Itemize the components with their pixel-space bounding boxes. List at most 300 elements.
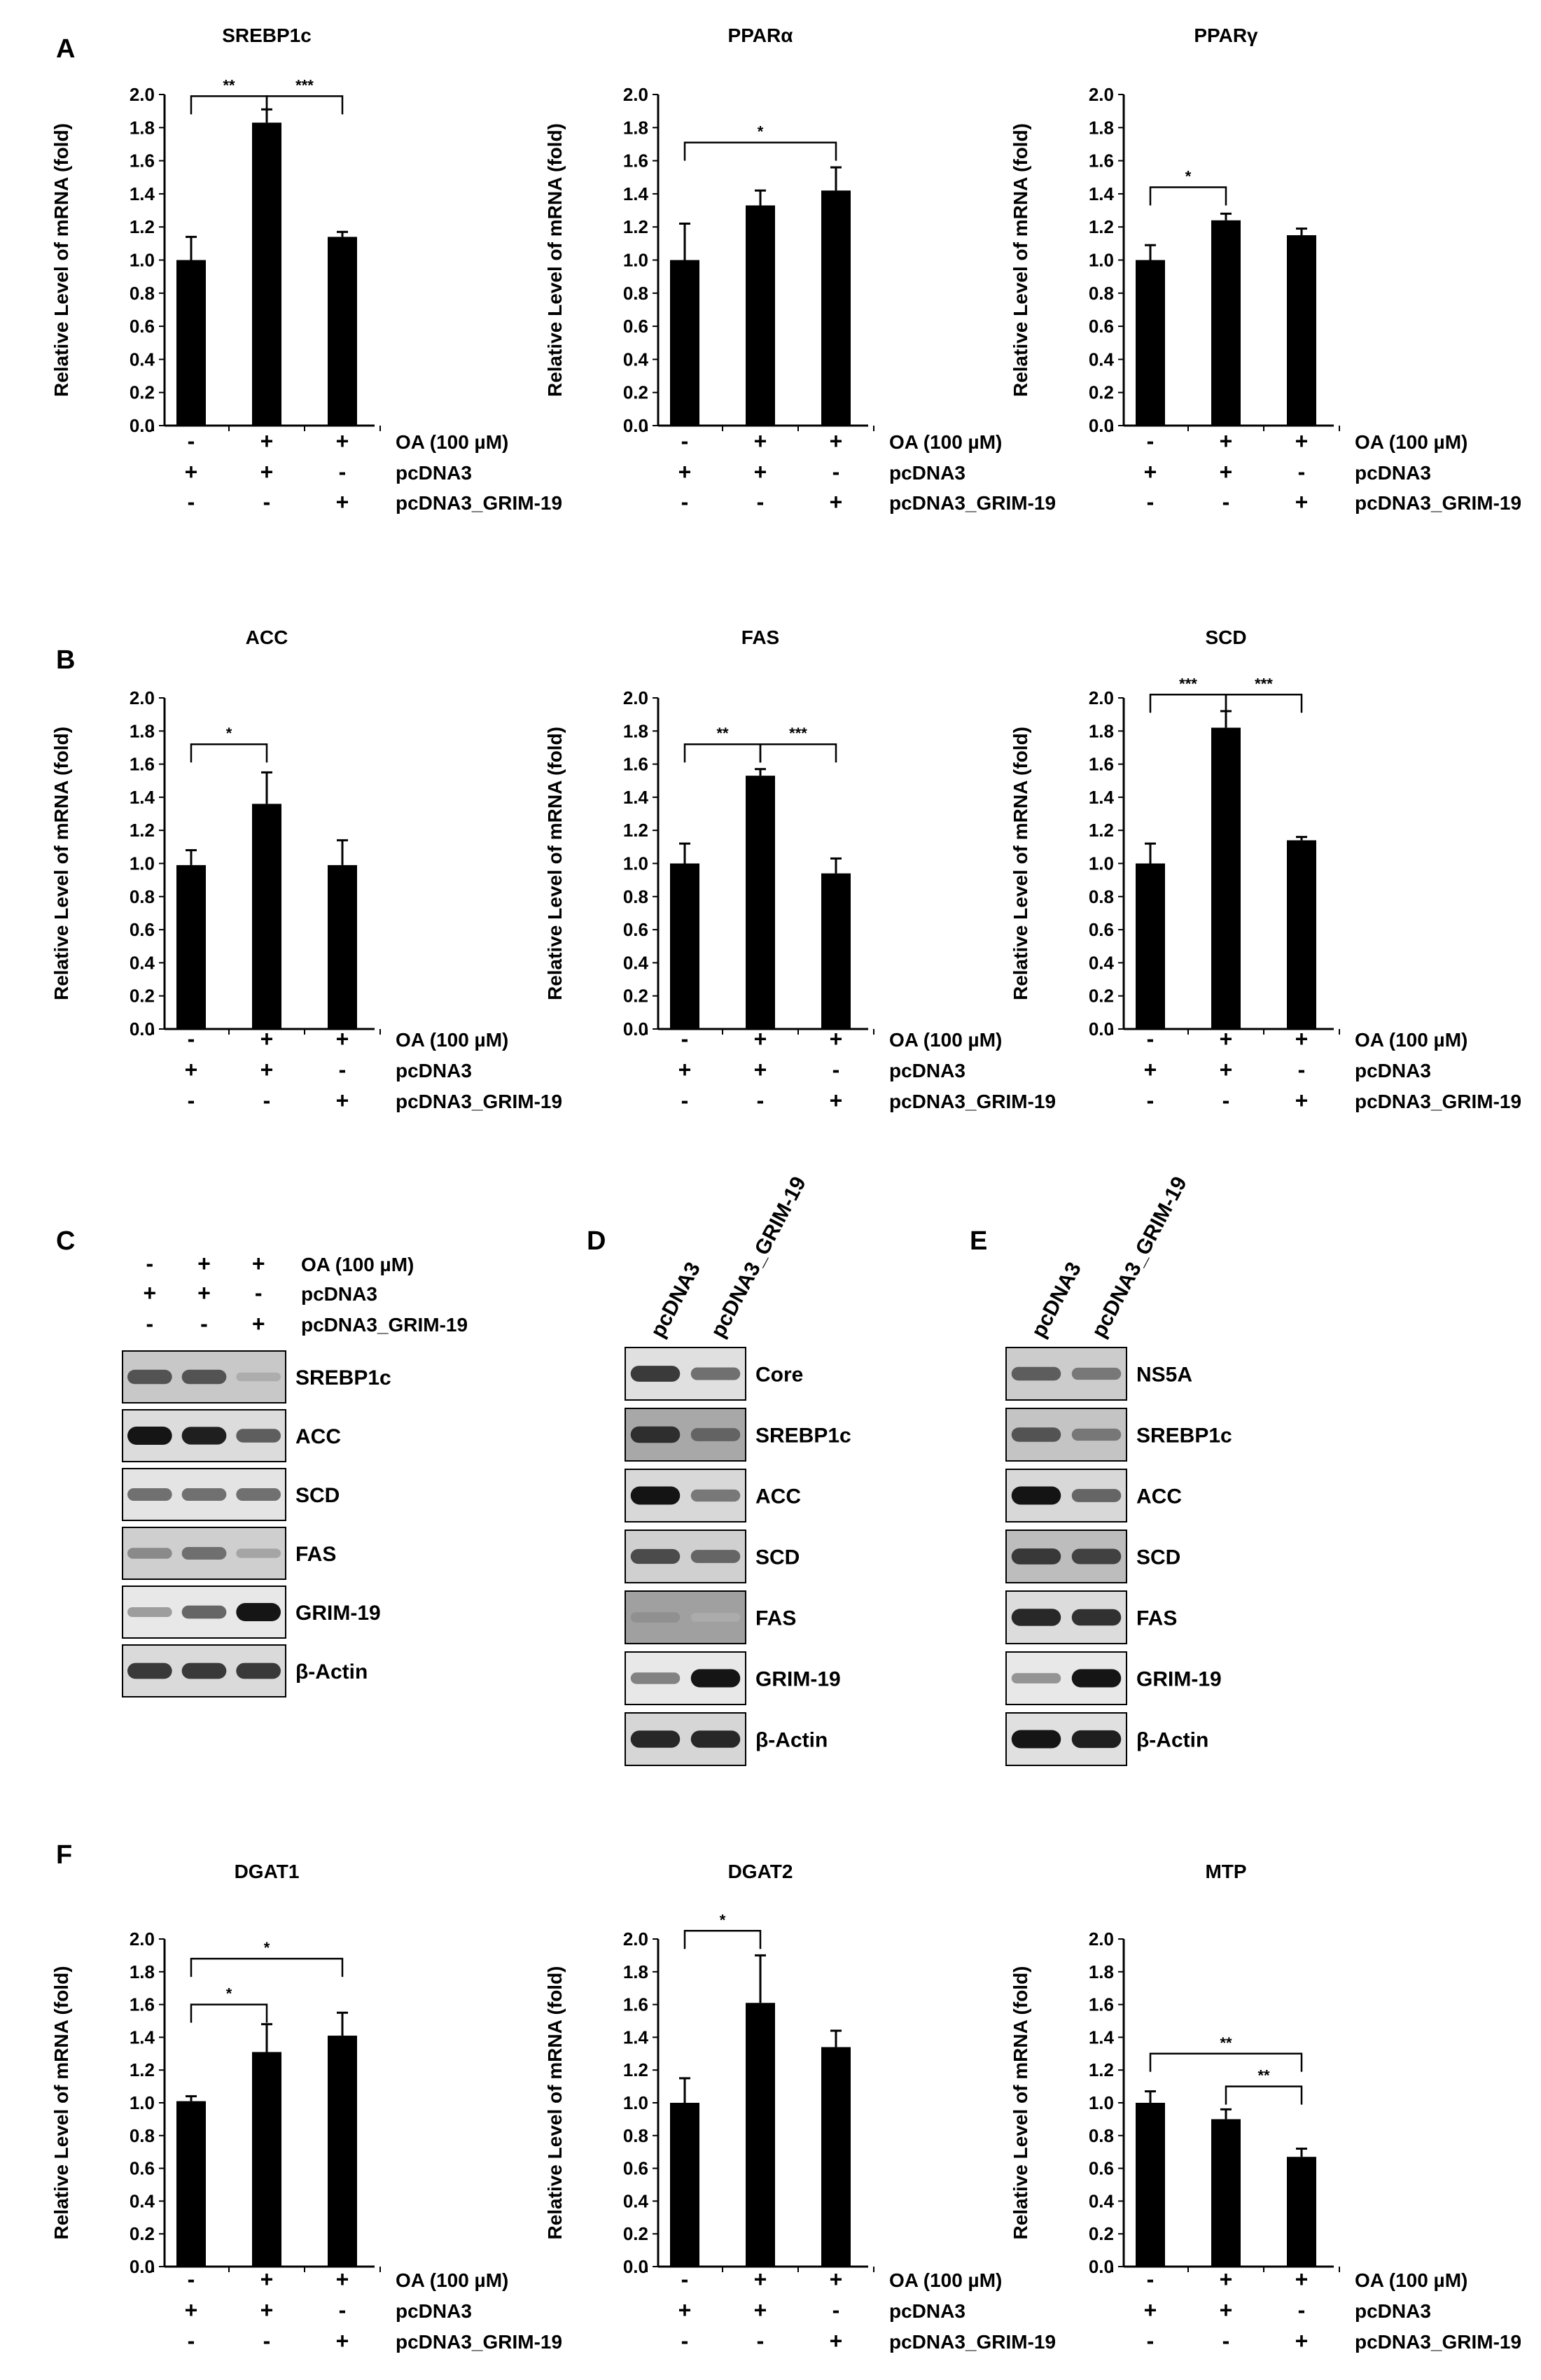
- condition-sign: +: [260, 1026, 274, 1051]
- y-axis-label: Relative Level of mRNA (fold): [50, 1966, 72, 2240]
- y-tick-label: 0.6: [622, 316, 648, 337]
- y-tick-label: 1.0: [129, 2092, 155, 2113]
- y-tick-label: 1.6: [1088, 753, 1114, 775]
- protein-band: [236, 1603, 281, 1621]
- condition-sign: +: [1295, 489, 1309, 514]
- band-label: β-Actin: [755, 1728, 828, 1752]
- protein-band: [631, 1427, 681, 1443]
- protein-band: [127, 1663, 172, 1679]
- condition-sign: -: [1297, 2297, 1306, 2323]
- condition-sign: +: [1219, 459, 1233, 484]
- condition-label: pcDNA3_GRIM-19: [889, 492, 1057, 514]
- condition-sign: +: [829, 489, 843, 514]
- y-tick-label: 0.8: [129, 886, 155, 907]
- significance-label: *: [757, 122, 764, 141]
- band-label: Core: [755, 1363, 804, 1387]
- y-tick-label: 0.0: [129, 1018, 155, 1040]
- condition-sign: -: [681, 1088, 689, 1113]
- protein-band: [631, 1612, 681, 1623]
- bar: [1211, 2119, 1241, 2267]
- band-label: SREBP1c: [295, 1366, 391, 1390]
- y-tick-label: 2.0: [1088, 687, 1114, 708]
- y-tick-label: 0.2: [129, 382, 155, 403]
- y-tick-label: 0.2: [622, 382, 648, 403]
- condition-sign: +: [1219, 2267, 1233, 2292]
- y-tick-label: 1.8: [1088, 720, 1114, 742]
- bar: [252, 2052, 281, 2267]
- y-tick-label: 0.2: [622, 985, 648, 1007]
- bar: [1211, 220, 1241, 426]
- condition-sign: +: [184, 2297, 198, 2323]
- y-tick-label: 0.4: [1088, 349, 1114, 370]
- y-tick-label: 1.4: [129, 786, 155, 808]
- condition-label: pcDNA3: [1355, 462, 1431, 484]
- y-tick-label: 0.8: [622, 282, 648, 304]
- protein-band: [1072, 1368, 1122, 1380]
- condition-sign: -: [1297, 459, 1306, 484]
- y-tick-label: 1.0: [622, 853, 648, 874]
- significance-label: ***: [1255, 675, 1273, 693]
- condition-sign: +: [753, 459, 767, 484]
- bar: [670, 864, 699, 1030]
- condition-sign: -: [254, 1280, 263, 1306]
- panel-label: F: [56, 1840, 73, 1870]
- y-tick-label: 1.4: [1088, 183, 1114, 204]
- panel-label: C: [56, 1226, 76, 1256]
- protein-band: [127, 1427, 172, 1445]
- condition-sign: +: [753, 1057, 767, 1082]
- y-tick-label: 0.2: [1088, 985, 1114, 1007]
- condition-sign: +: [260, 428, 274, 454]
- y-tick-label: 0.4: [1088, 2190, 1114, 2212]
- condition-sign: -: [1146, 1088, 1155, 1113]
- condition-sign: -: [187, 489, 195, 514]
- condition-sign: -: [832, 2297, 840, 2323]
- y-tick-label: 0.4: [622, 952, 648, 974]
- y-tick-label: 1.2: [129, 820, 155, 841]
- bar: [1136, 260, 1165, 426]
- protein-band: [236, 1429, 281, 1443]
- condition-sign: +: [335, 2267, 349, 2292]
- chart-title: DGAT1: [234, 1861, 300, 1882]
- y-tick-label: 0.4: [129, 2190, 155, 2212]
- condition-sign: +: [260, 2267, 274, 2292]
- condition-sign: +: [143, 1280, 157, 1306]
- y-axis-label: Relative Level of mRNA (fold): [544, 122, 566, 398]
- condition-sign: -: [1146, 489, 1155, 514]
- condition-sign: +: [753, 428, 767, 454]
- significance-label: **: [716, 724, 729, 743]
- protein-band: [691, 1490, 741, 1502]
- condition-sign: +: [1219, 1057, 1233, 1082]
- condition-label: pcDNA3: [396, 462, 472, 484]
- protein-band: [127, 1548, 172, 1559]
- protein-band: [127, 1488, 172, 1501]
- condition-sign: -: [681, 2328, 689, 2353]
- y-tick-label: 1.2: [129, 216, 155, 238]
- condition-label: pcDNA3_GRIM-19: [1355, 2331, 1522, 2353]
- condition-label: pcDNA3_GRIM-19: [889, 2331, 1057, 2353]
- y-tick-label: 1.4: [622, 2026, 648, 2048]
- condition-sign: +: [1143, 2297, 1157, 2323]
- bar: [821, 874, 851, 1029]
- protein-band: [1012, 1427, 1061, 1441]
- band-label: FAS: [1136, 1606, 1178, 1630]
- condition-sign: -: [1146, 428, 1155, 454]
- condition-sign: -: [187, 428, 195, 454]
- y-tick-label: 1.8: [1088, 117, 1114, 139]
- band-label: NS5A: [1136, 1363, 1193, 1387]
- condition-sign: -: [832, 459, 840, 484]
- condition-sign: -: [1222, 2328, 1230, 2353]
- y-tick-label: 1.2: [1088, 820, 1114, 841]
- significance-label: ***: [295, 76, 314, 94]
- protein-band: [691, 1368, 741, 1380]
- y-tick-label: 0.8: [622, 2124, 648, 2146]
- y-tick-label: 0.6: [622, 2157, 648, 2179]
- y-tick-label: 0.8: [129, 282, 155, 304]
- condition-label: pcDNA3_GRIM-19: [396, 1091, 563, 1112]
- y-tick-label: 0.6: [1088, 316, 1114, 337]
- y-tick-label: 1.2: [1088, 216, 1114, 238]
- condition-sign: +: [184, 459, 198, 484]
- lane-label: pcDNA3_GRIM-19: [706, 1172, 811, 1342]
- panel-label: E: [970, 1226, 988, 1256]
- condition-sign: -: [146, 1311, 154, 1336]
- y-tick-label: 0.0: [1088, 2256, 1114, 2277]
- condition-sign: +: [1295, 428, 1309, 454]
- condition-label: OA (100 µM): [889, 1029, 1003, 1051]
- protein-band: [691, 1550, 741, 1563]
- condition-label: pcDNA3: [1355, 2300, 1431, 2322]
- condition-sign: +: [1219, 1026, 1233, 1051]
- protein-band: [182, 1663, 227, 1679]
- condition-sign: -: [1146, 1026, 1155, 1051]
- bar: [176, 2101, 206, 2267]
- y-tick-label: 2.0: [129, 84, 155, 105]
- bar: [670, 260, 699, 426]
- y-tick-label: 1.8: [622, 117, 648, 139]
- condition-sign: -: [187, 1088, 195, 1113]
- protein-band: [691, 1613, 741, 1621]
- y-tick-label: 0.6: [129, 316, 155, 337]
- significance-label: ***: [1179, 675, 1197, 693]
- bar: [328, 2036, 357, 2267]
- condition-sign: -: [187, 2328, 195, 2353]
- protein-band: [631, 1549, 681, 1564]
- y-tick-label: 1.0: [129, 853, 155, 874]
- condition-label: pcDNA3_GRIM-19: [889, 1091, 1057, 1112]
- y-tick-label: 1.4: [1088, 786, 1114, 808]
- protein-band: [1072, 1609, 1122, 1626]
- bar: [746, 776, 775, 1029]
- condition-sign: -: [681, 1026, 689, 1051]
- condition-sign: -: [200, 1311, 208, 1336]
- protein-band: [1072, 1730, 1122, 1748]
- bar: [821, 190, 851, 426]
- y-tick-label: 0.4: [129, 349, 155, 370]
- y-tick-label: 1.2: [622, 216, 648, 238]
- condition-sign: +: [251, 1251, 265, 1276]
- y-tick-label: 1.0: [1088, 249, 1114, 271]
- condition-sign: -: [756, 1088, 765, 1113]
- condition-sign: -: [756, 489, 765, 514]
- condition-label: pcDNA3: [889, 1060, 965, 1082]
- condition-sign: +: [197, 1251, 211, 1276]
- condition-sign: -: [681, 2267, 689, 2292]
- condition-sign: -: [338, 2297, 347, 2323]
- condition-sign: +: [335, 489, 349, 514]
- protein-band: [182, 1547, 227, 1560]
- protein-band: [182, 1488, 227, 1501]
- y-tick-label: 0.6: [1088, 2157, 1114, 2179]
- y-tick-label: 1.2: [622, 2059, 648, 2081]
- y-tick-label: 1.6: [1088, 1994, 1114, 2015]
- condition-label: pcDNA3: [889, 2300, 965, 2322]
- significance-label: **: [1257, 2066, 1270, 2085]
- bar: [746, 205, 775, 426]
- bar: [328, 237, 357, 426]
- band-label: β-Actin: [1136, 1728, 1209, 1752]
- y-tick-label: 1.8: [1088, 1961, 1114, 1982]
- condition-label: OA (100 µM): [396, 2269, 509, 2291]
- condition-sign: -: [187, 2267, 195, 2292]
- protein-band: [182, 1427, 227, 1444]
- y-tick-label: 0.0: [622, 1018, 648, 1040]
- band-label: FAS: [755, 1606, 797, 1630]
- band-label: SCD: [295, 1484, 340, 1507]
- y-tick-label: 0.0: [1088, 1018, 1114, 1040]
- y-tick-label: 2.0: [1088, 1928, 1114, 1949]
- y-tick-label: 0.6: [129, 2157, 155, 2179]
- condition-sign: -: [263, 2328, 271, 2353]
- significance-label: *: [719, 1911, 726, 1929]
- condition-sign: +: [335, 2328, 349, 2353]
- significance-label: **: [223, 76, 235, 94]
- condition-label: OA (100 µM): [1355, 1029, 1468, 1051]
- y-tick-label: 0.4: [129, 952, 155, 974]
- condition-sign: +: [829, 428, 843, 454]
- y-tick-label: 0.2: [1088, 2223, 1114, 2245]
- y-tick-label: 1.6: [1088, 150, 1114, 172]
- band-label: GRIM-19: [295, 1602, 381, 1625]
- lane-label: pcDNA3_GRIM-19: [1087, 1172, 1192, 1342]
- y-axis-label: Relative Level of mRNA (fold): [544, 1966, 566, 2240]
- y-tick-label: 0.8: [622, 886, 648, 907]
- significance-label: **: [1220, 2033, 1232, 2052]
- condition-sign: +: [753, 2267, 767, 2292]
- condition-sign: +: [1295, 1088, 1309, 1113]
- y-tick-label: 0.8: [1088, 282, 1114, 304]
- condition-label: pcDNA3: [889, 462, 965, 484]
- protein-band: [236, 1373, 281, 1381]
- condition-sign: +: [335, 1026, 349, 1051]
- y-tick-label: 1.4: [622, 786, 648, 808]
- y-tick-label: 0.0: [622, 2256, 648, 2277]
- condition-sign: +: [184, 1057, 198, 1082]
- condition-label: OA (100 µM): [889, 2269, 1003, 2291]
- lane-label: pcDNA3: [1027, 1258, 1086, 1342]
- y-tick-label: 0.6: [129, 919, 155, 941]
- y-tick-label: 1.0: [622, 2092, 648, 2113]
- condition-sign: -: [1222, 1088, 1230, 1113]
- chart-title: SREBP1c: [222, 24, 312, 46]
- significance-label: *: [225, 1984, 232, 2003]
- protein-band: [1072, 1549, 1122, 1564]
- condition-label: pcDNA3_GRIM-19: [1355, 1091, 1522, 1112]
- y-axis-label: Relative Level of mRNA (fold): [50, 122, 72, 398]
- protein-band: [631, 1366, 681, 1382]
- significance-label: *: [225, 724, 232, 743]
- band-label: ACC: [1136, 1485, 1182, 1508]
- band-label: FAS: [295, 1543, 337, 1566]
- y-tick-label: 1.8: [622, 1961, 648, 1982]
- condition-label: pcDNA3_GRIM-19: [1355, 492, 1522, 514]
- condition-label: pcDNA3_GRIM-19: [396, 492, 563, 514]
- y-tick-label: 0.6: [1088, 919, 1114, 941]
- condition-sign: +: [753, 2297, 767, 2323]
- condition-label: OA (100 µM): [301, 1254, 414, 1275]
- y-axis-label: Relative Level of mRNA (fold): [50, 726, 72, 1001]
- condition-sign: +: [197, 1280, 211, 1306]
- y-tick-label: 1.6: [129, 753, 155, 775]
- condition-label: pcDNA3: [1355, 1060, 1431, 1082]
- band-label: SREBP1c: [1136, 1424, 1232, 1448]
- bar: [328, 865, 357, 1029]
- y-tick-label: 0.8: [1088, 886, 1114, 907]
- condition-sign: -: [187, 1026, 195, 1051]
- protein-band: [691, 1670, 741, 1688]
- protein-band: [1012, 1730, 1061, 1749]
- y-tick-label: 1.0: [1088, 2092, 1114, 2113]
- protein-band: [182, 1606, 227, 1619]
- y-tick-label: 1.2: [622, 820, 648, 841]
- band-label: β-Actin: [295, 1660, 368, 1684]
- y-tick-label: 0.0: [1088, 415, 1114, 436]
- y-tick-label: 0.8: [1088, 2124, 1114, 2146]
- y-tick-label: 1.6: [129, 150, 155, 172]
- condition-sign: +: [335, 1088, 349, 1113]
- chart-title: DGAT2: [727, 1861, 793, 1882]
- condition-sign: -: [832, 1057, 840, 1082]
- protein-band: [1012, 1367, 1061, 1381]
- y-tick-label: 1.0: [1088, 853, 1114, 874]
- y-axis-label: Relative Level of mRNA (fold): [1010, 122, 1031, 398]
- y-axis-label: Relative Level of mRNA (fold): [1010, 1966, 1031, 2240]
- chart-title: PPARα: [727, 24, 793, 46]
- bar: [746, 2003, 775, 2267]
- protein-band: [1012, 1487, 1061, 1505]
- y-tick-label: 1.2: [129, 2059, 155, 2081]
- bar: [1136, 864, 1165, 1030]
- y-tick-label: 0.4: [1088, 952, 1114, 974]
- protein-band: [1012, 1548, 1061, 1564]
- condition-sign: -: [681, 489, 689, 514]
- condition-label: OA (100 µM): [396, 1029, 509, 1051]
- condition-sign: +: [829, 2267, 843, 2292]
- protein-band: [236, 1663, 281, 1679]
- band-label: GRIM-19: [755, 1667, 841, 1691]
- y-tick-label: 0.2: [129, 2223, 155, 2245]
- condition-sign: -: [681, 428, 689, 454]
- significance-label: ***: [789, 724, 807, 743]
- y-tick-label: 0.0: [129, 415, 155, 436]
- significance-label: *: [263, 1939, 270, 1957]
- bar: [252, 804, 281, 1029]
- condition-label: pcDNA3: [396, 1060, 472, 1082]
- protein-band: [182, 1370, 227, 1384]
- y-tick-label: 1.6: [622, 753, 648, 775]
- y-tick-label: 1.0: [129, 249, 155, 271]
- y-tick-label: 0.6: [622, 919, 648, 941]
- chart-title: ACC: [245, 626, 288, 648]
- y-tick-label: 1.2: [1088, 2059, 1114, 2081]
- y-tick-label: 0.0: [129, 2256, 155, 2277]
- condition-sign: +: [260, 1057, 274, 1082]
- band-label: SCD: [755, 1546, 800, 1569]
- chart-title: FAS: [741, 626, 780, 648]
- condition-sign: +: [753, 1026, 767, 1051]
- protein-band: [691, 1730, 741, 1747]
- condition-sign: -: [1146, 2267, 1155, 2292]
- band-label: ACC: [295, 1425, 341, 1448]
- y-tick-label: 2.0: [129, 1928, 155, 1949]
- condition-sign: +: [678, 459, 692, 484]
- band-label: SREBP1c: [755, 1424, 851, 1448]
- condition-sign: +: [678, 1057, 692, 1082]
- y-tick-label: 1.6: [622, 1994, 648, 2015]
- bar: [670, 2103, 699, 2267]
- protein-band: [691, 1428, 741, 1441]
- chart-title: SCD: [1205, 626, 1247, 648]
- y-axis-label: Relative Level of mRNA (fold): [544, 726, 566, 1001]
- protein-band: [631, 1487, 681, 1505]
- y-tick-label: 1.0: [622, 249, 648, 271]
- condition-sign: +: [1295, 2267, 1309, 2292]
- panel-label: A: [56, 34, 76, 64]
- y-tick-label: 0.2: [622, 2223, 648, 2245]
- condition-sign: +: [260, 2297, 274, 2323]
- y-tick-label: 2.0: [622, 84, 648, 105]
- y-tick-label: 0.0: [622, 415, 648, 436]
- y-tick-label: 1.4: [129, 2026, 155, 2048]
- condition-label: OA (100 µM): [1355, 2269, 1468, 2291]
- bar: [1287, 235, 1316, 426]
- bar: [1287, 840, 1316, 1029]
- chart-title: PPARγ: [1194, 24, 1258, 46]
- condition-label: OA (100 µM): [1355, 431, 1468, 453]
- condition-sign: -: [338, 459, 347, 484]
- condition-sign: +: [678, 2297, 692, 2323]
- y-tick-label: 0.8: [129, 2124, 155, 2146]
- y-tick-label: 2.0: [622, 1928, 648, 1949]
- y-tick-label: 0.4: [622, 349, 648, 370]
- condition-label: pcDNA3_GRIM-19: [396, 2331, 563, 2353]
- y-tick-label: 1.6: [622, 150, 648, 172]
- protein-band: [127, 1370, 172, 1384]
- protein-band: [236, 1548, 281, 1558]
- condition-label: pcDNA3: [396, 2300, 472, 2322]
- condition-sign: -: [1146, 2328, 1155, 2353]
- bar: [1287, 2157, 1316, 2267]
- condition-sign: -: [263, 1088, 271, 1113]
- chart-title: MTP: [1205, 1861, 1247, 1882]
- condition-sign: -: [1222, 489, 1230, 514]
- y-tick-label: 1.6: [129, 1994, 155, 2015]
- condition-sign: -: [263, 489, 271, 514]
- condition-sign: +: [1143, 1057, 1157, 1082]
- y-tick-label: 0.2: [129, 985, 155, 1007]
